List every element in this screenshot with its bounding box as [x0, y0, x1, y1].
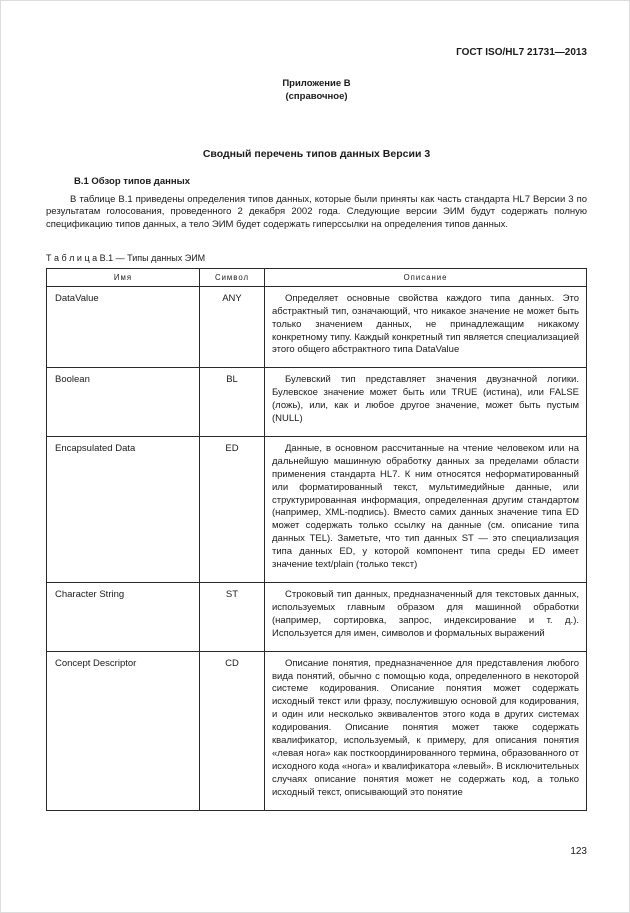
type-description-cell: Данные, в основном рассчитанные на чтение человеком или на дальнейшую машинную обработку данных за пределами области применения стандарта HL7. К ним относятся неформатированный или форматированный текст, мультимедийные данные, или структурированная информация, определенная другим стандартом (например, XML-подпись). Вместо самих данных значение типа ED может содержать только ссылку на данные (см. описание типа данных TEL). Заметьте, что тип данных ST — это специализация типа данных ED, у которой компонент типа среды ED имеет значение text/plain (только текст) — [265, 436, 587, 582]
type-symbol-cell: ANY — [200, 286, 265, 368]
appendix-subtitle: (справочное) — [285, 90, 348, 102]
column-header-symbol: Символ — [200, 268, 265, 286]
type-symbol-cell: ST — [200, 583, 265, 652]
type-name-cell: Character String — [47, 583, 200, 652]
table-row — [47, 436, 587, 582]
table-row — [47, 583, 587, 652]
table-caption: Т а б л и ц а В.1 — Типы данных ЭИМ — [46, 252, 206, 263]
intro-paragraph: В таблице В.1 приведены определения типов данных, которые были приняты как часть стандарта HL7 Версии 3 по результатам голосования, проведенного 2 декабря 2002 года. Следующие версии ЭИМ будут содержать полную спецификацию типов данных, а тело ЭИМ будет содержать гиперссылки на определения типов данных. — [46, 193, 587, 231]
page-number: 123 — [570, 846, 587, 857]
type-description-cell: Булевский тип представляет значения двузначной логики. Булевское значение может быть или TRUE (истина), или FALSE (ложь), или, как и любое другое значение, может быть пустым (NULL) — [265, 368, 587, 437]
section-heading: В.1 Обзор типов данных — [74, 175, 190, 187]
type-name-cell: Concept Descriptor — [47, 651, 200, 810]
appendix-heading — [46, 78, 587, 104]
page-title: Сводный перечень типов данных Версии 3 — [202, 147, 431, 160]
type-name-cell: DataValue — [47, 286, 200, 368]
type-description-cell: Определяет основные свойства каждого типа данных. Это абстрактный тип, означающий, что никакое значение не может быть только значением данных, не принадлежащим никакому конкретному типу. Каждый конкретный тип является специализацией этого общего абстрактного типа DataValue — [265, 286, 587, 368]
document-code: ГОСТ ISO/HL7 21731—2013 — [456, 47, 587, 58]
data-types-table — [46, 268, 587, 811]
table-header-row — [47, 268, 587, 286]
type-symbol-cell: CD — [200, 651, 265, 810]
type-description-cell: Строковый тип данных, предназначенный для текстовых данных, используемых главным образом для машинной обработки (например, сортировка, запрос, индексирование и т. д.). Используется для имен, символов и формальных выражений — [265, 583, 587, 652]
type-name-cell: Encapsulated Data — [47, 436, 200, 582]
column-header-description: Описание — [265, 268, 587, 286]
appendix-title: Приложение В — [282, 78, 351, 89]
column-header-name: Имя — [47, 268, 200, 286]
type-description-cell: Описание понятия, предназначенное для представления любого вида понятий, обычно с помощью кода, определенного в некоторой системе кодирования. Описание понятия может содержать исходный текст или фразу, послужившую основой для кодирования, и один или несколько эквивалентов этого кода в других системах кодирования. Описание понятия может также содержать квалификатор, используемый, к примеру, для описания понятия «левая нога» как посткоординированного термина, образованного от исходного кода «нога» и квалификатора «левый». В исключительных случаях описание понятия может не содержать код, а только исходный текст, описывающий это понятие — [265, 651, 587, 810]
table-row — [47, 368, 587, 437]
type-symbol-cell: BL — [200, 368, 265, 437]
type-symbol-cell: ED — [200, 436, 265, 582]
type-name-cell: Boolean — [47, 368, 200, 437]
table-row — [47, 651, 587, 810]
table-row — [47, 286, 587, 368]
